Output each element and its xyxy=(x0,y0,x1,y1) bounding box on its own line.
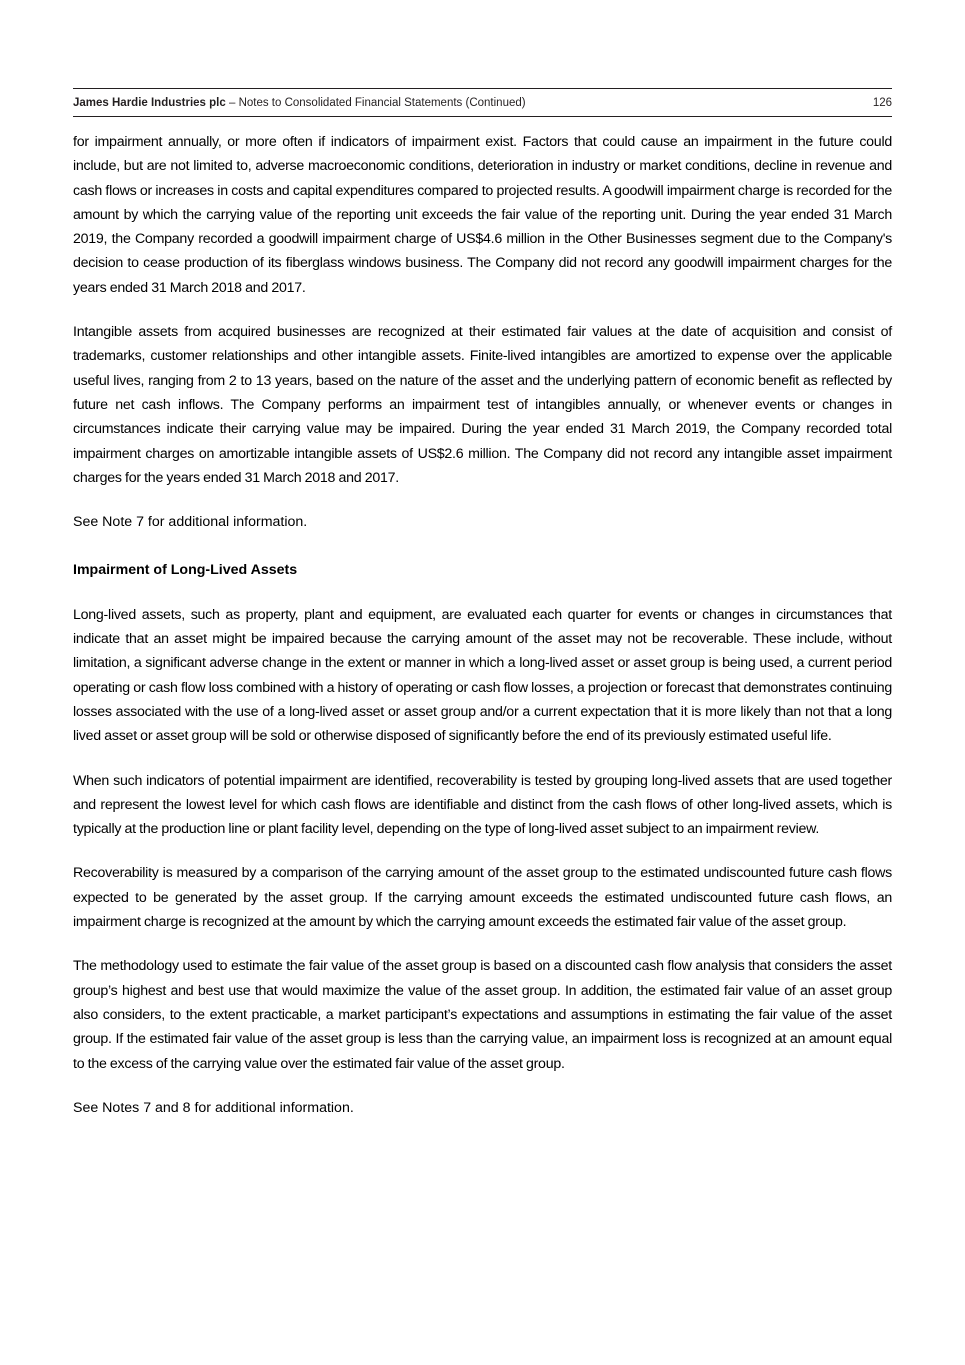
paragraph-recoverability-measurement: Recoverability is measured by a comparison of the carrying amount of the asset group to the estimated undiscounted future cash flows expected to be generated by the asset group. If the carrying amount exceeds the estimated undiscounted future cash flows, an impairment charge is recognized at the amount by which the carrying amount exceeds the estimated fair value of the asset group. xyxy=(73,865,892,931)
section-heading-impairment-long-lived-assets: Impairment of Long-Lived Assets xyxy=(73,562,298,579)
paragraph-methodology-fair-value: The methodology used to estimate the fair value of the asset group is based on a discounted cash flow analysis that considers the asset group’s highest and best use that would maximize the value of the asset group. In addition, the estimated fair value of an asset group also considers, to the extent practicable, a market participant’s expectations and assumptions in estimating the fair value of the asset group. If the estimated fair value of the asset group is less than the carrying value, an impairment loss is recognized at an amount equal to the excess of the carrying value over the estimated fair value of the asset group. xyxy=(73,958,892,1072)
paragraph-see-note-7: See Note 7 for additional information. xyxy=(73,514,308,531)
paragraph-long-lived-assets: Long-lived assets, such as property, plant and equipment, are evaluated each quarter for events or changes in circumstances that indicate that an asset might be impaired because the carrying amount of the asset may not be recoverable. These include, without limitation, a significant adverse change in the extent or manner in which a long-lived asset or asset group is being used, a current period operating or cash flow loss combined with a history of operating or cash flow losses, a projection or forecast that demonstrates continuing losses associated with the use of a long-lived asset or asset group and/or a current expectation that it is more likely than not that a long lived asset or asset group will be sold or otherwise disposed of significantly before the end of its previously estimated useful life. xyxy=(73,606,892,745)
header-company-name: James Hardie Industries plc xyxy=(73,96,226,109)
paragraph-see-notes-7-8: See Notes 7 and 8 for additional information. xyxy=(73,1099,354,1116)
paragraph-indicators-recoverability: When such indicators of potential impairment are identified, recoverability is tested by grouping long-lived assets that are used together and represent the lowest level for which cash flows are identifiable and distinct from the cash flows of other long-lived assets, which is typically at the production line or plant facility level, depending on the type of long-lived asset subject to an impairment review. xyxy=(73,772,892,838)
paragraph-intangible-assets: Intangible assets from acquired businesses are recognized at their estimated fair values at the date of acquisition and consist of trademarks, customer relationships and other intangible assets. Finite-lived intangibles are amortized to expense over the applicable useful lives, ranging from 2 to 13 years, based on the nature of the asset and the underlying pattern of economic benefit as reflected by future net cash inflows. The Company performs an impairment test of intangibles annually, or whenever events or changes in circumstances indicate their carrying value may be impaired. During the year ended 31 March 2019, the Company recorded total impairment charges on amortizable intangible assets of US$2.6 million. The Company did not record any intangible asset impairment charges for the years ended 31 March 2018 and 2017. xyxy=(73,324,892,486)
page-header xyxy=(73,88,892,117)
header-subtitle: Notes to Consolidated Financial Statements (Continued) xyxy=(238,96,526,109)
header-title-group xyxy=(73,96,526,110)
header-separator: – xyxy=(225,96,239,109)
paragraph-impairment-goodwill: for impairment annually, or more often if indicators of impairment exist. Factors that could cause an impairment in the future could include, but are not limited to, adverse macroeconomic conditions, deterioration in industry or market conditions, decline in revenue and cash flows or increases in costs and capital expenditures compared to projected results. A goodwill impairment charge is recorded for the amount by which the carrying value of the reporting unit exceeds the fair value of the reporting unit. During the year ended 31 March 2019, the Company recorded a goodwill impairment charge of US$4.6 million in the Other Businesses segment due to the Company's decision to cease production of its fiberglass windows business. The Company did not record any goodwill impairment charges for the years ended 31 March 2018 and 2017. xyxy=(73,134,892,296)
page-number: 126 xyxy=(872,96,892,109)
page-content xyxy=(73,130,892,1120)
